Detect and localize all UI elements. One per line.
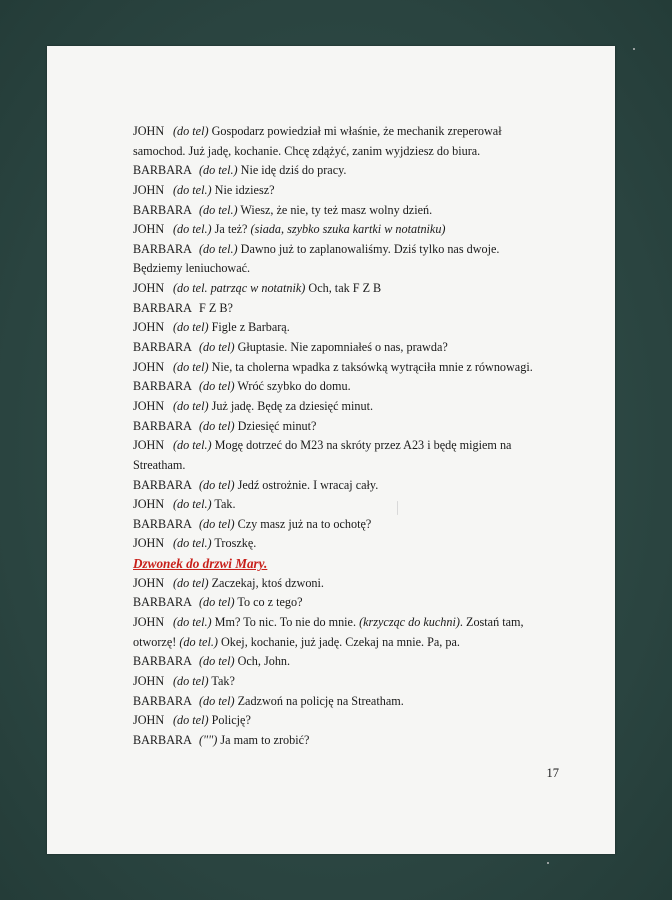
speaker-name: BARBARA <box>133 163 192 178</box>
speaker-name: BARBARA <box>133 654 192 669</box>
speaker-name: JOHN <box>133 575 165 590</box>
dialog-line <box>133 672 553 692</box>
dialog-line <box>133 201 553 221</box>
dialog-text: Ja mam to zrobić? <box>217 732 310 747</box>
dialog-text: Troszkę. <box>211 536 257 551</box>
stage-direction: (do tel.) <box>173 222 212 237</box>
speaker-name: BARBARA <box>133 693 192 708</box>
dialog-text: To co z tego? <box>234 595 303 610</box>
dialog-text: Już jadę. Będę za dziesięć minut. <box>208 398 374 413</box>
stage-direction: (do tel.) <box>173 438 212 453</box>
stage-direction: (siada, szybko szuka kartki w notatniku) <box>250 222 446 237</box>
speaker-name: JOHN <box>133 615 165 630</box>
speaker-name: JOHN <box>133 182 165 197</box>
speaker-name: BARBARA <box>133 241 192 256</box>
dialog-text: Mogę dotrzeć do M23 na skróty przez A23 i będę migiem na <box>211 438 512 453</box>
dialog-text: Wróć szybko do domu. <box>234 379 351 394</box>
dialog-text: Tak. <box>211 497 236 512</box>
stage-direction: (do tel.) <box>179 634 218 649</box>
dialog-line <box>133 574 553 594</box>
stage-direction: (do tel) <box>199 477 235 492</box>
stage-direction: ("") <box>199 732 218 747</box>
stage-direction: (do tel) <box>173 320 209 335</box>
stage-direction: (krzycząc do kuchni) <box>359 615 460 630</box>
dialog-text: Zaczekaj, ktoś dzwoni. <box>208 575 324 590</box>
dialog-text: Zadzwoń na policję na Streatham. <box>234 693 404 708</box>
speaker-name: JOHN <box>133 713 165 728</box>
scene-heading-text: Dzwonek do drzwi Mary. <box>133 556 268 572</box>
speaker-name: JOHN <box>133 673 165 688</box>
scan-speck <box>633 48 635 50</box>
speaker-name: JOHN <box>133 281 165 296</box>
dialog-line <box>133 711 553 731</box>
dialog-line <box>133 613 553 633</box>
dialog-line <box>133 593 553 613</box>
stage-direction: (do tel) <box>173 359 209 374</box>
script-lines <box>133 122 553 751</box>
stage-direction: (do tel.) <box>173 497 212 512</box>
dialog-line <box>133 161 553 181</box>
dialog-text: Policję? <box>208 713 251 728</box>
speaker-name: BARBARA <box>133 340 192 355</box>
dialog-line <box>133 731 553 751</box>
dialog-text: Okej, kochanie, już jadę. Czekaj na mnie. Pa, pa. <box>217 634 460 649</box>
speaker-name: JOHN <box>133 320 165 335</box>
stage-direction: (do tel) <box>173 713 209 728</box>
dialog-text: Dziesięć minut? <box>234 418 317 433</box>
speaker-name: JOHN <box>133 536 165 551</box>
dialog-line <box>133 220 553 240</box>
dialog-line <box>133 318 553 338</box>
dialog-text: F Z B? <box>199 300 233 315</box>
dialog-line <box>133 515 553 535</box>
dialog-text: Mm? To nic. To nie do mnie. <box>211 615 360 630</box>
speaker-name: BARBARA <box>133 202 192 217</box>
dialog-text: otworzę! <box>133 634 180 649</box>
dialog-text: Och, tak F Z B <box>305 281 382 296</box>
speaker-name: BARBARA <box>133 516 192 531</box>
dialog-text: Ja też? <box>211 222 251 237</box>
dialog-text: . Zostań tam, <box>459 615 524 630</box>
dialog-line <box>133 476 553 496</box>
dialog-text: Jedź ostrożnie. I wracaj cały. <box>234 477 379 492</box>
dialog-text: Czy masz już na to ochotę? <box>234 516 372 531</box>
stage-direction: (do tel. patrząc w notatnik) <box>173 281 306 296</box>
stage-direction: (do tel.) <box>173 615 212 630</box>
speaker-name: JOHN <box>133 438 165 453</box>
dialog-line <box>133 397 553 417</box>
scan-speck <box>547 862 549 864</box>
dialog-line <box>133 377 553 397</box>
dialog-text: Będziemy leniuchować. <box>133 261 251 276</box>
dialog-text: Wiesz, że nie, ty też masz wolny dzień. <box>237 202 433 217</box>
stage-direction: (do tel) <box>199 340 235 355</box>
dialog-text: Nie idziesz? <box>211 182 275 197</box>
stage-direction: (do tel) <box>173 673 209 688</box>
speaker-name: JOHN <box>133 222 165 237</box>
speaker-name: BARBARA <box>133 418 192 433</box>
speaker-name: BARBARA <box>133 300 192 315</box>
stage-direction: (do tel) <box>199 516 235 531</box>
page-number: 17 <box>546 766 559 780</box>
dialog-text: Tak? <box>208 673 235 688</box>
dialog-continuation <box>133 259 553 279</box>
dialog-text: Gospodarz powiedział mi właśnie, że mechanik zreperował <box>208 124 502 138</box>
dialog-text: samochod. Już jadę, kochanie. Chcę zdążyć, zanim wyjdziesz do biura. <box>133 143 481 158</box>
speaker-name: BARBARA <box>133 379 192 394</box>
document-page <box>47 46 615 854</box>
stage-direction: (do tel) <box>199 654 235 669</box>
speaker-name: BARBARA <box>133 732 192 747</box>
dialog-line <box>133 181 553 201</box>
dialog-line <box>133 358 553 378</box>
dialog-text: Figle z Barbarą. <box>208 320 290 335</box>
dialog-text: Streatham. <box>133 457 186 472</box>
dialog-line <box>133 299 553 319</box>
dialog-text: Dawno już to zaplanowaliśmy. Dziś tylko nas dwoje. <box>237 241 500 256</box>
speaker-name: JOHN <box>133 359 165 374</box>
dialog-line <box>133 279 553 299</box>
dialog-line <box>133 122 553 142</box>
dialog-continuation <box>133 456 553 476</box>
stage-direction: (do tel.) <box>173 536 212 551</box>
speaker-name: BARBARA <box>133 595 192 610</box>
dialog-line <box>133 652 553 672</box>
dialog-text: Nie, ta cholerna wpadka z taksówką wytrąciła mnie z równowagi. <box>208 359 533 374</box>
stage-direction: (do tel.) <box>199 163 238 178</box>
scene-heading <box>133 554 553 574</box>
stage-direction: (do tel) <box>173 398 209 413</box>
dialog-line <box>133 692 553 712</box>
scan-speck <box>397 501 398 515</box>
stage-direction: (do tel.) <box>199 241 238 256</box>
dialog-continuation <box>133 633 553 653</box>
dialog-line <box>133 240 553 260</box>
dialog-continuation <box>133 142 553 162</box>
dialog-line <box>133 534 553 554</box>
stage-direction: (do tel) <box>199 418 235 433</box>
speaker-name: JOHN <box>133 497 165 512</box>
dialog-text: Głuptasie. Nie zapomniałeś o nas, prawda? <box>234 340 448 355</box>
dialog-line <box>133 436 553 456</box>
speaker-name: JOHN <box>133 124 165 138</box>
stage-direction: (do tel) <box>173 575 209 590</box>
stage-direction: (do tel) <box>173 124 209 138</box>
stage-direction: (do tel.) <box>199 202 238 217</box>
speaker-name: BARBARA <box>133 477 192 492</box>
speaker-name: JOHN <box>133 398 165 413</box>
dialog-line <box>133 417 553 437</box>
dialog-text: Och, John. <box>234 654 291 669</box>
stage-direction: (do tel) <box>199 595 235 610</box>
stage-direction: (do tel.) <box>173 182 212 197</box>
dialog-line <box>133 338 553 358</box>
dialog-text: Nie idę dziś do pracy. <box>237 163 347 178</box>
stage-direction: (do tel) <box>199 379 235 394</box>
dialog-line <box>133 495 553 515</box>
stage-direction: (do tel) <box>199 693 235 708</box>
